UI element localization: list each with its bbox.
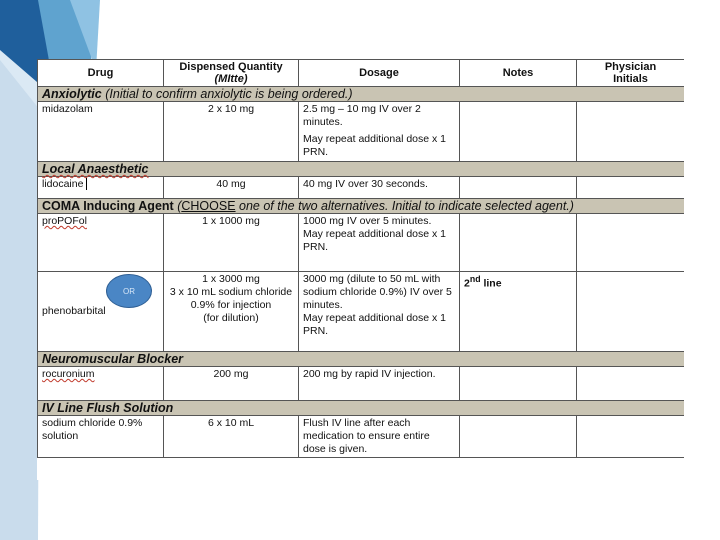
dosage-cell: 3000 mg (dilute to 50 mL with sodium chloride 0.9%) IV over 5 minutes. May repeat additional dose x 1 PRN. [299, 272, 460, 352]
initials-cell[interactable] [577, 272, 685, 352]
qty-cell: 2 x 10 mg [164, 102, 299, 162]
qty-cell: 1 x 3000 mg 3 x 10 mL sodium chloride 0.9% for injection (for dilution) [164, 272, 299, 352]
notes-cell[interactable] [460, 177, 577, 199]
qty-cell: 6 x 10 mL [164, 416, 299, 458]
section-anxiolytic: Anxiolytic (Initial to confirm anxiolytic is being ordered.) [38, 87, 685, 102]
header-quantity: Dispensed Quantity (MItte) [164, 60, 299, 87]
qty-cell: 200 mg [164, 367, 299, 401]
table-row [38, 102, 685, 162]
notes-cell[interactable] [460, 416, 577, 458]
table-row [38, 367, 685, 401]
drug-cell: rocuronium [38, 367, 164, 401]
notes-cell[interactable] [460, 102, 577, 162]
dosage-cell: 40 mg IV over 30 seconds. [299, 177, 460, 199]
initials-cell[interactable] [577, 214, 685, 272]
section-neuromuscular-blocker: Neuromuscular Blocker [38, 352, 685, 367]
dosage-cell: 1000 mg IV over 5 minutes. May repeat additional dose x 1 PRN. [299, 214, 460, 272]
drug-cell: midazolam [38, 102, 164, 162]
header-drug: Drug [38, 60, 164, 87]
qty-cell: 1 x 1000 mg [164, 214, 299, 272]
section-iv-line-flush: IV Line Flush Solution [38, 401, 685, 416]
notes-cell[interactable] [460, 367, 577, 401]
section-local-anaesthetic: Local Anaesthetic [38, 162, 685, 177]
drug-cell: sodium chloride 0.9% solution [38, 416, 164, 458]
table-row [38, 177, 685, 199]
initials-cell[interactable] [577, 102, 685, 162]
qty-cell: 40 mg [164, 177, 299, 199]
text-cursor [86, 178, 87, 190]
dosage-cell: 2.5 mg – 10 mg IV over 2 minutes. May repeat additional dose x 1 PRN. [299, 102, 460, 162]
initials-cell[interactable] [577, 416, 685, 458]
medication-order-table [37, 59, 684, 480]
header-physician: Physician Initials [577, 60, 685, 87]
header-dosage: Dosage [299, 60, 460, 87]
header-notes: Notes [460, 60, 577, 87]
drug-cell: proPOFol [38, 214, 164, 272]
notes-cell[interactable]: 2nd line [460, 272, 577, 352]
table-row [38, 416, 685, 458]
initials-cell[interactable] [577, 177, 685, 199]
header-row [38, 60, 685, 87]
section-coma-inducing: COMA Inducing Agent (CHOOSE one of the two alternatives. Initial to indicate selected agent.) [38, 199, 685, 214]
drug-cell: phenobarbital [38, 272, 164, 352]
dosage-cell: Flush IV line after each medication to ensure entire dose is given. [299, 416, 460, 458]
or-badge: OR [106, 274, 152, 308]
dosage-cell: 200 mg by rapid IV injection. [299, 367, 460, 401]
notes-cell[interactable] [460, 214, 577, 272]
table-row [38, 214, 685, 272]
initials-cell[interactable] [577, 367, 685, 401]
drug-cell: lidocaine [38, 177, 164, 199]
